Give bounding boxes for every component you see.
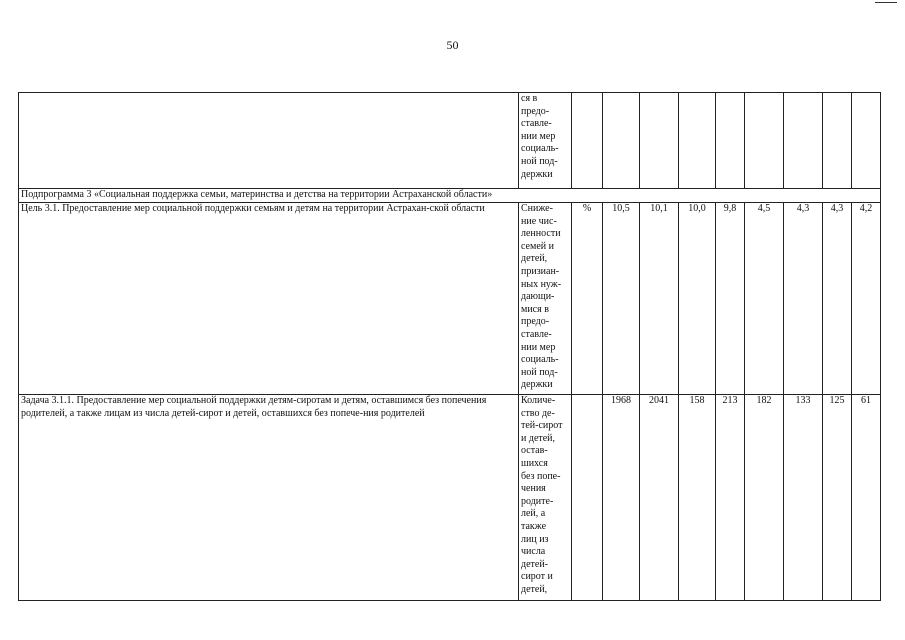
unit-cell [572, 395, 603, 601]
indicator-line: ство де- [521, 407, 555, 419]
value-cell: 182 [745, 395, 784, 601]
unit-cell: % [572, 203, 603, 395]
table-row-goal [19, 203, 881, 395]
indicator-line: социаль- [521, 354, 559, 366]
row-name-cell [19, 93, 519, 189]
subprogram-heading: Подпрограмма 3 «Социальная поддержка семьи, материнства и детства на территории Астраханской области» [19, 189, 881, 203]
indicator-line: чения [521, 483, 546, 495]
indicator-line: тей-сирот [521, 420, 563, 432]
indicator-line: дающи- [521, 291, 555, 303]
value-cell: 61 [852, 395, 881, 601]
value-cell: 1968 [603, 395, 640, 601]
value-cell: 10,1 [640, 203, 679, 395]
value-cell [852, 93, 881, 189]
value-cell [679, 93, 716, 189]
value-cell: 4,3 [784, 203, 823, 395]
indicator-line: шихся [521, 457, 548, 469]
indicator-line: нии мер [521, 130, 556, 142]
indicator-line: предо- [521, 316, 550, 328]
indicator-line: детей, [521, 253, 548, 265]
indicator-line: семей и [521, 240, 554, 252]
indicator-line: сирот и [521, 571, 553, 583]
value-cell: 9,8 [716, 203, 745, 395]
indicator-line: Количе- [521, 395, 556, 406]
indicator-line: ных нуж- [521, 278, 562, 290]
scan-mark [875, 2, 897, 3]
value-cell: 10,0 [679, 203, 716, 395]
indicator-line: без попе- [521, 470, 561, 482]
indicator-line: держки [521, 379, 553, 391]
value-cell [603, 93, 640, 189]
unit-cell [572, 93, 603, 189]
value-cell [716, 93, 745, 189]
indicator-cell [519, 395, 572, 601]
value-cell: 4,3 [823, 203, 852, 395]
indicator-cell [519, 93, 572, 189]
table-row-task [19, 395, 881, 601]
value-cell: 125 [823, 395, 852, 601]
indicator-line: также [521, 520, 547, 532]
row-name-cell: Цель 3.1. Предоставление мер социальной поддержки семьям и детям на территории Астрахан-ской области [19, 203, 519, 395]
value-cell: 4,5 [745, 203, 784, 395]
value-cell [745, 93, 784, 189]
value-cell: 133 [784, 395, 823, 601]
indicator-line: ставле- [521, 118, 552, 130]
indicator-line: детей, [521, 583, 548, 595]
value-cell: 10,5 [603, 203, 640, 395]
table-row-continued [19, 93, 881, 189]
indicator-line: предо- [521, 105, 550, 117]
value-cell: 4,2 [852, 203, 881, 395]
indicator-line: лиц из [521, 533, 549, 545]
indicator-line: детей- [521, 558, 549, 570]
indicator-line: ленности [521, 228, 561, 240]
indicator-line: остав- [521, 445, 548, 457]
table-row-subprogram [19, 189, 881, 203]
indicator-line: социаль- [521, 143, 559, 155]
indicator-line: нии мер [521, 341, 556, 353]
indicator-line: ной под- [521, 366, 558, 378]
value-cell: 2041 [640, 395, 679, 601]
value-cell [784, 93, 823, 189]
indicator-line: ставле- [521, 328, 552, 340]
indicator-line: родите- [521, 495, 554, 507]
row-name-cell: Задача 3.1.1. Предоставление мер социальной поддержки детям-сиротам и детям, оставшимся без попечения родителей, а также лицам из числа детей-сирот и детей, оставшихся без попече-ния родителей [19, 395, 519, 601]
indicator-line: ние чис- [521, 215, 557, 227]
indicator-cell [519, 203, 572, 395]
indicator-line: лей, а [521, 508, 546, 520]
page-number: 50 [446, 38, 459, 52]
indicator-line: и детей, [521, 432, 556, 444]
indicator-line: Сниже- [521, 203, 553, 214]
indicator-line: держки [521, 168, 553, 180]
indicator-line: числа [521, 546, 546, 558]
indicator-line: ся в [521, 93, 538, 104]
value-cell: 213 [716, 395, 745, 601]
value-cell [640, 93, 679, 189]
indicator-line: мися в [521, 303, 549, 315]
indicators-table [18, 92, 881, 601]
value-cell: 158 [679, 395, 716, 601]
indicator-line: призиан- [521, 265, 560, 277]
value-cell [823, 93, 852, 189]
indicator-line: ной под- [521, 155, 558, 167]
